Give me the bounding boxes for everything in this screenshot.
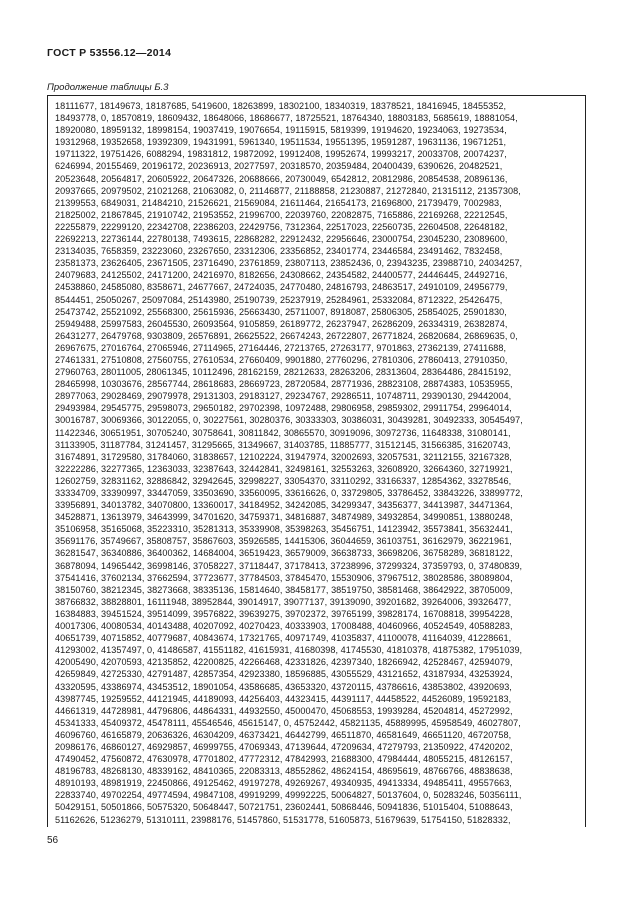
table-row: 40651739, 40715852, 40779687, 40843674, 17321765, 40971749, 41035837, 41100078, 41164039, 41228661, <box>55 633 512 644</box>
table-row: 24079683, 24125502, 24171200, 24216970, 8182656, 24308662, 24354582, 24400577, 24446445, 24492716, <box>55 270 508 281</box>
table-row: 36281547, 36340886, 36400362, 14684004, 36519423, 36579009, 36638733, 36698206, 36758289, 36818122, <box>55 548 513 559</box>
table-row: 42659849, 42725330, 42791487, 42857354, 42923380, 18596885, 43055529, 43121652, 43187934, 43253924, <box>55 669 513 680</box>
table-row: 30016787, 30069366, 30122055, 0, 30227561, 30280376, 30333303, 30386031, 30439281, 30492333, 30545497, <box>55 415 523 426</box>
table-row: 21399553, 6849031, 21484210, 21526621, 21569084, 21611464, 21654173, 21696800, 21739479, 7002983, <box>55 197 502 208</box>
table-row: 35691176, 35749667, 35808757, 35867603, 35926585, 14415306, 36044659, 36103751, 36162979, 36221961, <box>55 536 512 547</box>
table-row: 18920080, 18959132, 18998154, 19037419, 19076654, 19115915, 5819399, 19194620, 19234063, 19273534, <box>55 125 507 136</box>
table-row: 50429151, 50501866, 50575320, 50648447, 50721751, 23602441, 50868446, 50941836, 51015404, 51088643, <box>55 802 513 813</box>
table-row: 33956891, 34013782, 34070800, 13360017, 34184952, 34242085, 34299347, 34356377, 34413987, 34471364, <box>55 500 513 511</box>
table-row: 27960763, 28011005, 28061345, 10112496, 28162159, 28212633, 28263206, 28313604, 28364486, 28415192, <box>55 367 512 378</box>
table-row: 42005490, 42070593, 42135852, 42200825, 42266468, 42331826, 42397340, 18266942, 42528467, 42594079, <box>55 657 513 668</box>
table-row: 20986176, 46860127, 46929857, 46999755, 47069343, 47139644, 47209634, 47279793, 21350922, 47420202, <box>55 741 513 752</box>
table-row: 36878094, 14965442, 36998146, 37058227, 37118447, 37178413, 37238996, 37299324, 37359793, 0, 37480839, <box>55 560 523 571</box>
table-row: 16384883, 39451524, 39514099, 39576822, 39639275, 39702372, 39765199, 39828174, 16708818, 39954228, <box>55 608 513 619</box>
table-row: 23581373, 23626405, 23671505, 23716490, 23761859, 23807113, 23852436, 0, 23943235, 23988710, 24034257, <box>55 258 523 269</box>
table-row: 51162626, 51236279, 51310111, 23988176, 51457860, 51531778, 51605873, 51679639, 51754150, 51828332, <box>55 814 511 825</box>
table-row: 12602759, 32831162, 32886842, 32942645, 32998227, 33054370, 33110292, 33166337, 12854362, 33278546, <box>55 475 512 486</box>
table-row: 20523648, 20564817, 20605922, 20647326, 20688666, 20730049, 6542812, 20812986, 20854538, 20896136, <box>55 173 508 184</box>
table-row: 35106958, 35165068, 35223310, 35281313, 35339908, 35398263, 35456751, 14123942, 35573841, 35632441, <box>55 524 513 535</box>
table-row: 47490452, 47560872, 47630978, 47701802, 47772312, 47842993, 21688300, 47984444, 48055215, 48126157, <box>55 754 513 765</box>
table-row: 43987745, 19259552, 44121945, 44189093, 44256403, 44323415, 44391117, 44458522, 44526089, 19592183, <box>55 693 512 704</box>
table-row: 11422346, 30651951, 30705240, 30758641, 30811842, 30865570, 30919096, 30972736, 11648338, 31080141, <box>55 427 511 438</box>
table-row: 26431277, 26479768, 9303809, 26576891, 26625522, 26674243, 26722807, 26771824, 26820684, 26869635, 0, <box>55 330 518 341</box>
table-row: 38766832, 38828801, 16111948, 38952844, 39014917, 39077137, 39139090, 39201682, 39264006, 39326477, <box>55 596 512 607</box>
table-row: 33334709, 33390997, 33447059, 33503690, 33560095, 33616626, 0, 33729805, 33786452, 33843226, 33899772, <box>55 488 523 498</box>
table-row: 28977063, 29028469, 29079978, 29131303, 29183127, 29234767, 29286511, 10748711, 29390130, 29442004, <box>55 391 512 402</box>
table-caption: Продолжение таблицы Б.3 <box>47 82 169 93</box>
table-row: 26967675, 27016764, 27065946, 27114965, 27164446, 27213765, 27263177, 9701863, 27362139, 27411688, <box>55 342 507 353</box>
table-row: 40017306, 40080534, 40143488, 40207092, 40270423, 40333903, 17008488, 40460966, 40524549, 40588283, <box>55 621 513 632</box>
table-row: 18493778, 0, 18570819, 18609432, 18648066, 18686677, 18725521, 18764340, 18803183, 5685619, 18881054, <box>55 113 518 124</box>
table-row: 22692213, 22736144, 22780138, 7493615, 22868282, 22912432, 22956646, 23000754, 23045230, 23089600, <box>55 234 508 245</box>
table-row: 31674891, 31729580, 31784060, 31838657, 12102224, 31947974, 32002693, 32057531, 32112155, 32167328, <box>55 451 512 462</box>
standard-header: ГОСТ Р 53556.12—2014 <box>47 47 172 59</box>
table-row: 27461331, 27510808, 27560755, 27610534, 27660409, 9901880, 27760296, 27810306, 27860413, 27910350, <box>55 354 508 365</box>
table-row: 48910193, 48981919, 22450866, 49125462, 49197278, 49269267, 49340935, 49413334, 49485411, 49557663, <box>55 778 512 789</box>
table-row: 44661319, 44728981, 44796806, 44864331, 44932550, 45000470, 45068553, 19939284, 45204814, 45272992, <box>55 705 513 716</box>
table-row: 41293002, 41357497, 0, 41486587, 41551182, 41615931, 41680398, 41745530, 41810378, 41875382, 17951039, <box>55 645 523 656</box>
page-number: 56 <box>47 835 59 846</box>
table-row: 31133905, 31187784, 31241457, 31295665, 31349667, 31403785, 11885777, 31512145, 31566385, 31620743, <box>55 439 511 450</box>
table-row: 37541416, 37602134, 37662594, 37723677, 37784503, 37845470, 15530906, 37967512, 38028586, 38089804, <box>55 572 513 583</box>
table-row: 48196783, 48268130, 48339162, 48410365, 22083313, 48552862, 48624154, 48695619, 48766766, 48838638, <box>55 766 513 777</box>
table-row: 19312968, 19352658, 19392309, 19431991, 5961340, 19511534, 19551395, 19591287, 19631136, 19671251, <box>55 137 507 148</box>
table-row: 6246994, 20155469, 20196172, 20236913, 20277597, 20318570, 20359484, 20400439, 6390626, 20482521, <box>55 161 503 172</box>
table-row: 22833740, 49702254, 49774594, 49847108, 49919299, 49992225, 50064827, 50137604, 0, 50283246, 50356111, <box>55 790 522 801</box>
table-row: 24538860, 24585080, 8358671, 24677667, 24724035, 24770480, 24816793, 24863517, 24910109, 24956779, <box>55 282 508 293</box>
table-row: 29493984, 29545775, 29598073, 29650182, 29702398, 10972488, 29806958, 29859302, 29911754, 29964014, <box>55 403 512 414</box>
table-row: 22255879, 22299120, 22342708, 22386203, 22429756, 7312364, 22517023, 22560735, 22604508, 22648182, <box>55 221 508 232</box>
table-row: 21825002, 21867845, 21910742, 21953552, 21996700, 22039760, 22082875, 7165886, 22169268, 22212545, <box>55 209 508 220</box>
table-row: 19711322, 19751426, 6088294, 19831812, 19872092, 19912408, 19952674, 19993217, 20033708, 20074237, <box>55 149 507 160</box>
table-row: 18111677, 18149673, 18187685, 5419600, 18263899, 18302100, 18340319, 18378521, 18416945, 18455352, <box>55 101 507 111</box>
table-row: 28465998, 10303676, 28567744, 28618683, 28669723, 28720584, 28771936, 28823108, 28874383, 10535955, <box>55 379 513 390</box>
table-row: 25949488, 25997583, 26045530, 26093564, 9105859, 26189772, 26237947, 26286209, 26334319, 26382874, <box>55 318 508 329</box>
data-table <box>47 95 586 827</box>
table-row: 20937665, 20979502, 21021268, 21063082, 0, 21146877, 21188858, 21230887, 21272840, 21315112, 21357308, <box>55 185 521 196</box>
table-row: 34528871, 13613979, 34643999, 34701620, 34759371, 34816887, 34874989, 34932854, 34990851, 13880248, <box>55 512 513 523</box>
table-row: 43320595, 43386974, 43453512, 18901054, 43586685, 43653320, 43720115, 43786616, 43853802, 43920693, <box>55 681 512 692</box>
table-values <box>55 100 579 826</box>
table-row: 8544451, 25050267, 25097084, 25143980, 25190739, 25237919, 25284961, 25332084, 8712322, 25426475, <box>55 294 503 305</box>
table-row: 23134035, 7658359, 23223060, 23267650, 23312306, 23356852, 23401774, 23446584, 23491462, 7832458, <box>55 246 503 257</box>
table-row: 45341333, 45409372, 45478111, 45546546, 45615147, 0, 45752442, 45821135, 45889995, 45958549, 46027807, <box>55 717 521 728</box>
table-row: 32222286, 32277365, 12363033, 32387643, 32442841, 32498161, 32553263, 32608920, 32664360, 32719921, <box>55 463 513 474</box>
table-row: 38150760, 38212345, 38273668, 38335136, 15814640, 38458177, 38519750, 38581468, 38642922, 38705009, <box>55 584 513 595</box>
table-row: 46096760, 46165879, 20636326, 46304209, 46373421, 46442799, 46511870, 46581649, 46651120, 46720758, <box>55 729 512 740</box>
table-row: 25473742, 25521092, 25568300, 25615936, 25663430, 25711007, 8918087, 25806305, 25854025, 25901830, <box>55 306 507 317</box>
